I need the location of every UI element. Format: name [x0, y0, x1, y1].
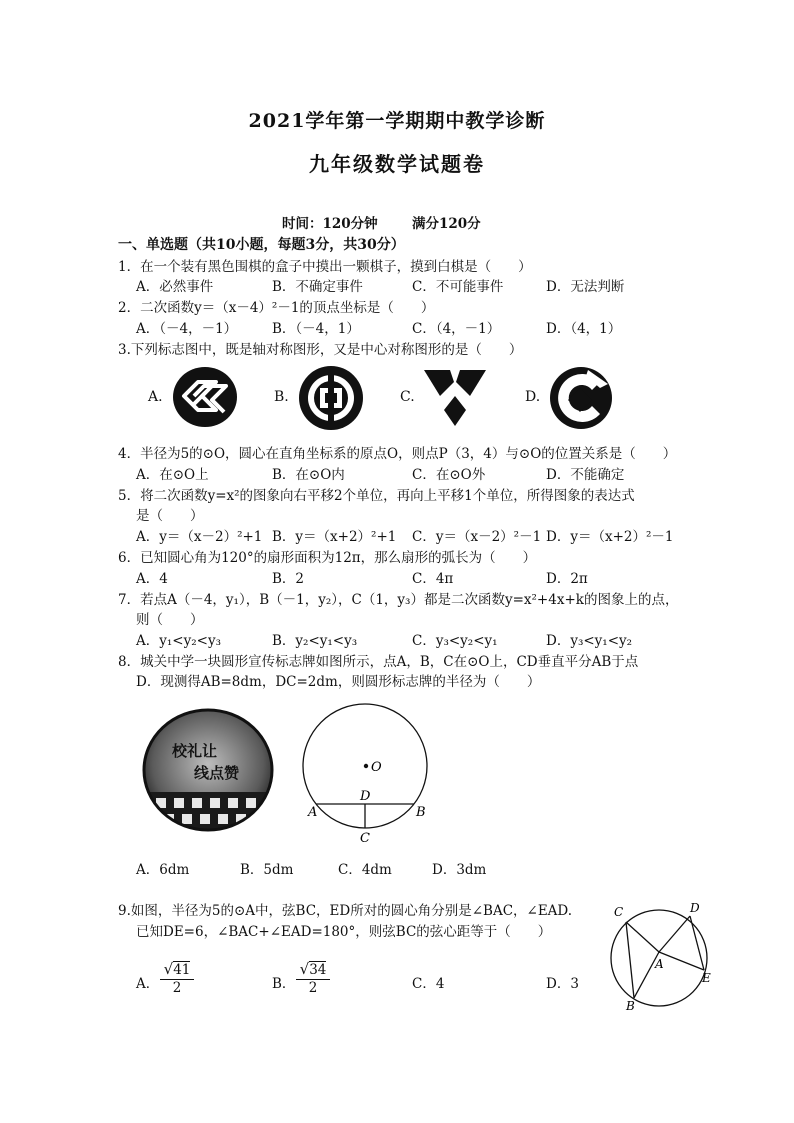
q9-option-d: D．3	[546, 976, 579, 992]
q8-label-a: A	[308, 805, 318, 820]
question-5-line-1: 5．将二次函数y=x²的图象向右平移2个单位，再向上平移1个单位，所得图象的表达式	[118, 488, 635, 504]
question-8-line-1: 8．城关中学一块圆形宣传标志牌如图所示，点A，B，C在⊙O上，CD垂直平分AB于点	[118, 654, 639, 670]
q6-option-b: B．2	[272, 571, 305, 587]
q3-label-b: B.	[274, 389, 289, 405]
logo-c-triangle-icon	[422, 368, 488, 428]
page-subtitle: 九年级数学试题卷	[309, 152, 485, 176]
q4-option-a: A．在⊙O上	[136, 467, 209, 483]
q2-option-b: B．（－4，1）	[272, 321, 360, 337]
question-5-line-2: 是（ ）	[136, 508, 204, 524]
q7-option-a: A．y₁<y₂<y₃	[136, 633, 221, 649]
q9-option-b-prefix: B．	[272, 976, 296, 992]
q2-option-a: A．（－4，－1）	[136, 321, 238, 337]
q4-option-d: D．不能确定	[546, 467, 625, 483]
q8-label-o: O	[371, 760, 382, 775]
score-label: 满分120分	[412, 216, 481, 232]
q3-label-d: D.	[525, 389, 541, 405]
q9-label-b: B	[626, 999, 635, 1013]
q2-option-d: D．（4，1）	[546, 321, 622, 337]
sign-photo-image	[142, 708, 274, 832]
q6-option-a: A．4	[136, 571, 168, 587]
q9-option-a-fraction: √41 2	[160, 960, 194, 996]
question-9-line-1: 9.如图，半径为5的⊙A中，弦BC，ED所对的圆心角分别是∠BAC，∠EAD.	[118, 903, 573, 919]
question-7-line-2: 则（ ）	[136, 612, 204, 628]
q5-option-b: B．y＝（x+2）²+1	[272, 529, 397, 545]
q7-option-d: D．y₃<y₁<y₂	[546, 633, 633, 649]
q8-circle-diagram	[300, 686, 440, 852]
question-2: 2．二次函数y＝（x－4）²－1的顶点坐标是（ ）	[118, 300, 435, 316]
logo-d-ccb-icon	[548, 366, 614, 430]
question-7-line-1: 7．若点A（－4，y₁），B（－1，y₂），C（1，y₃）都是二次函数y=x²+4x+k的图象上的点，	[118, 592, 679, 608]
page-title: 2021学年第一学期期中教学诊断	[248, 110, 546, 132]
question-1: 1．在一个装有黑色围棋的盒子中摸出一颗棋子，摸到白棋是（ ）	[118, 259, 532, 275]
q9-option-b-numerator: 34	[309, 962, 327, 978]
question-8-line-2: D．现测得AB=8dm，DC=2dm，则圆形标志牌的半径为（ ）	[136, 674, 541, 690]
q9-label-a: A	[655, 957, 664, 971]
q8-option-d: D．3dm	[432, 862, 487, 878]
sign-text-line-2: 线点赞	[194, 764, 240, 782]
q1-option-b: B．不确定事件	[272, 279, 363, 295]
logo-b-bank-icon	[298, 365, 364, 431]
logo-a-mobile-icon	[172, 366, 238, 428]
q9-label-c: C	[614, 905, 624, 919]
q4-option-c: C．在⊙O外	[412, 467, 486, 483]
question-3: 3.下列标志图中，既是轴对称图形，又是中心对称图形的是（ ）	[118, 342, 523, 358]
q6-option-c: C．4π	[412, 571, 454, 587]
q8-label-c: C	[360, 831, 370, 846]
q8-option-a: A．6dm	[136, 862, 190, 878]
q1-option-a: A．必然事件	[136, 279, 214, 295]
q1-option-d: D．无法判断	[546, 279, 625, 295]
q9-option-b-fraction: √34 2	[296, 960, 330, 996]
q9-option-b-denominator: 2	[308, 980, 318, 996]
question-4: 4．半径为5的⊙O，圆心在直角坐标系的原点O，则点P（3，4）与⊙O的位置关系是（ ）	[118, 446, 677, 462]
q5-option-c: C．y＝（x－2）²－1	[412, 529, 542, 545]
q5-option-d: D．y＝（x+2）²－1	[546, 529, 674, 545]
q9-label-e: E	[702, 971, 711, 985]
q8-option-b: B．5dm	[240, 862, 294, 878]
time-label: 时间：120分钟	[282, 216, 378, 232]
q8-label-b: B	[416, 805, 426, 820]
q3-label-c: C.	[400, 389, 415, 405]
q9-option-a-denominator: 2	[172, 980, 182, 996]
question-6: 6．已知圆心角为120°的扇形面积为12π，那么扇形的弧长为（ ）	[118, 550, 537, 566]
q6-option-d: D．2π	[546, 571, 588, 587]
q3-label-a: A.	[148, 389, 163, 405]
q2-option-c: C．（4，－1）	[412, 321, 501, 337]
q8-label-d: D	[360, 789, 371, 804]
q9-circle-diagram	[604, 898, 720, 1014]
q7-option-b: B．y₂<y₁<y₃	[272, 633, 358, 649]
q7-option-c: C．y₃<y₂<y₁	[412, 633, 498, 649]
q9-option-c: C．4	[412, 976, 445, 992]
section-heading: 一、单选题（共10小题，每题3分，共30分）	[118, 237, 405, 253]
q5-option-a: A．y＝（x－2）²+1	[136, 529, 263, 545]
q9-option-a-numerator: 41	[173, 962, 191, 978]
q8-option-c: C．4dm	[338, 862, 392, 878]
q1-option-c: C．不可能事件	[412, 279, 504, 295]
q9-label-d: D	[690, 901, 700, 915]
question-9-line-2: 已知DE=6，∠BAC+∠EAD=180°，则弦BC的弦心距等于（ ）	[136, 924, 552, 940]
q4-option-b: B．在⊙O内	[272, 467, 345, 483]
q9-option-a-prefix: A．	[136, 976, 160, 992]
sign-text-line-1: 校礼让	[172, 742, 218, 760]
